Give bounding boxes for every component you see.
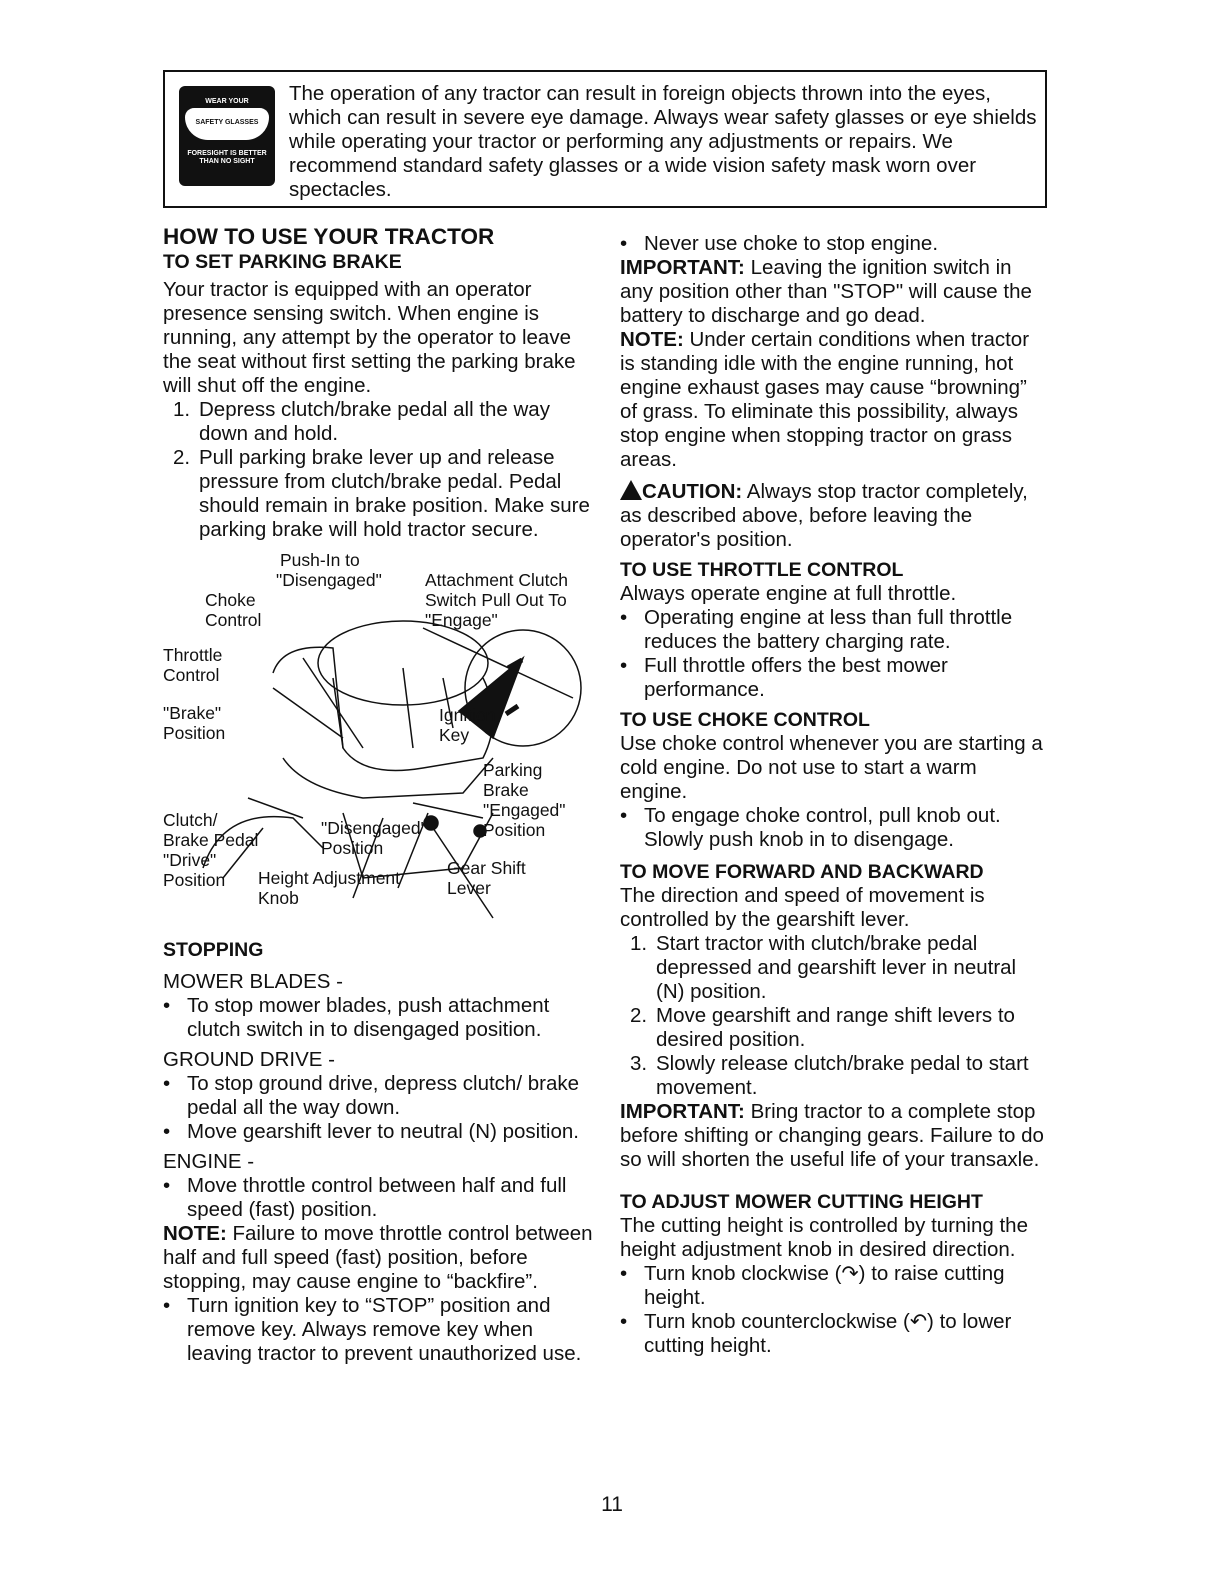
label-throttle-2: Control xyxy=(163,665,220,685)
label-disengaged: "Disengaged" xyxy=(321,818,427,838)
label-engage: "Engage" xyxy=(425,610,498,630)
important-gears: IMPORTANT: Bring tractor to a complete stop before shifting or changing gears. Failure to do so will shorten the useful life of your transaxle. xyxy=(620,1100,1044,1171)
list-item: • Turn knob clockwise (↷) to raise cutting height. xyxy=(620,1262,1005,1309)
list-item: • Operating engine at less than full throttle reduces the battery charging rate. xyxy=(620,606,1013,653)
label-attachment-clutch: Attachment Clutch xyxy=(425,570,568,590)
label-brake-2: Position xyxy=(163,723,226,743)
label-throttle: Throttle xyxy=(163,645,223,665)
label-choke-2: Control xyxy=(205,610,262,630)
list-item: • Turn ignition key to “STOP” position and remove key. Always remove key when leaving tractor to prevent unauthorized use. xyxy=(163,1294,582,1365)
safety-glasses-icon xyxy=(179,86,275,186)
label-parking-4: Position xyxy=(483,820,546,840)
right-column xyxy=(620,232,1048,1358)
throttle-heading: TO USE THROTTLE CONTROL xyxy=(620,559,904,581)
warning-text: The operation of any tractor can result in foreign objects thrown into the eyes, which can result in severe eye damage. Always wear safety glasses or eye shields while operating your tractor or performing any adjustments or repairs. We recommend standard safety glasses or a wide vision safety mask worn over spectacles. xyxy=(289,82,1037,201)
list-item: • Move gearshift lever to neutral (N) position. xyxy=(163,1120,579,1143)
label-choke: Choke xyxy=(205,590,256,610)
label-disengaged-top: "Disengaged" xyxy=(276,570,382,590)
mower-blades-label: MOWER BLADES - xyxy=(163,970,343,993)
safety-warning-box xyxy=(163,70,1047,208)
stopping-note: NOTE: Failure to move throttle control between half and full speed (fast) position, before stopping, may cause engine to “backfire”. xyxy=(163,1222,593,1293)
list-item: • Never use choke to stop engine. xyxy=(620,232,939,255)
parking-brake-heading: TO SET PARKING BRAKE xyxy=(163,251,402,273)
list-item: • Full throttle offers the best mower performance. xyxy=(620,654,948,701)
label-parking-3: "Engaged" xyxy=(483,800,566,820)
move-intro: The direction and speed of movement is controlled by the gearshift lever. xyxy=(620,884,985,931)
important-ignition: IMPORTANT: Leaving the ignition switch in any position other than "STOP" will cause the battery to discharge and go dead. xyxy=(620,256,1032,327)
parking-steps xyxy=(163,398,595,542)
note-browning: NOTE: Under certain conditions when tractor is standing idle with the engine running, hot engine exhaust gases may cause “browning” of grass. To eliminate this possibility, always stop engine when stopping tractor on grass areas. xyxy=(620,328,1030,471)
engine-label: ENGINE - xyxy=(163,1150,255,1173)
warning-triangle-icon xyxy=(620,480,642,500)
badge-glasses-text: SAFETY GLASSES xyxy=(185,108,269,140)
parking-intro: Your tractor is equipped with an operator presence sensing switch. When engine is running, any attempt by the operator to leave the seat without first setting the parking brake will shut off the engine. xyxy=(163,278,576,397)
label-brake: "Brake" xyxy=(163,703,222,723)
throttle-intro: Always operate engine at full throttle. xyxy=(620,582,957,605)
label-drive-2: Position xyxy=(163,870,226,890)
label-gear-shift: Gear Shift xyxy=(447,858,526,878)
badge-bottom-text: FORESIGHT IS BETTER THAN NO SIGHT xyxy=(187,150,267,165)
label-clutch: Clutch/ xyxy=(163,810,218,830)
label-height: Height Adjustment xyxy=(258,868,401,888)
list-item: • Turn knob counterclockwise (↶) to lower cutting height. xyxy=(620,1310,1012,1357)
list-item: 2. Move gearshift and range shift levers to desired position. xyxy=(630,1004,1015,1051)
label-parking-2: Brake xyxy=(483,780,529,800)
controls-diagram xyxy=(163,548,595,938)
label-push-in: Push-In to xyxy=(280,550,360,570)
badge-top-text: WEAR YOUR xyxy=(205,98,249,105)
page-number: 11 xyxy=(601,1493,623,1516)
label-gear-shift-2: Lever xyxy=(447,878,491,898)
choke-heading: TO USE CHOKE CONTROL xyxy=(620,709,870,731)
list-item: 2. Pull parking brake lever up and release pressure from clutch/brake pedal. Pedal should remain in brake position. Make sure parking brake will hold tractor secure. xyxy=(173,446,590,541)
stopping-heading: STOPPING xyxy=(163,939,264,961)
list-item: 3. Slowly release clutch/brake pedal to start movement. xyxy=(630,1052,1029,1099)
label-drive: "Drive" xyxy=(163,850,217,870)
list-item: • To engage choke control, pull knob out. Slowly push knob in to disengage. xyxy=(620,804,1001,851)
label-clutch-2: Brake Pedal xyxy=(163,830,259,850)
label-attachment-clutch-2: Switch Pull Out To xyxy=(425,590,567,610)
list-item: 1. Start tractor with clutch/brake pedal depressed and gearshift lever in neutral (N) position. xyxy=(630,932,1017,1003)
caution-text: CAUTION: Always stop tractor completely, as described above, before leaving the operator's position. xyxy=(620,480,1028,551)
height-heading: TO ADJUST MOWER CUTTING HEIGHT xyxy=(620,1191,983,1213)
clockwise-arrow-icon: ↷ xyxy=(841,1262,859,1285)
label-ignition-2: Key xyxy=(439,725,470,745)
list-item: • To stop ground drive, depress clutch/ brake pedal all the way down. xyxy=(163,1072,579,1119)
move-heading: TO MOVE FORWARD AND BACKWARD xyxy=(620,861,984,883)
label-parking: Parking xyxy=(483,760,543,780)
choke-intro: Use choke control whenever you are starting a cold engine. Do not use to start a warm engine. xyxy=(620,732,1043,803)
list-item: • To stop mower blades, push attachment clutch switch in to disengaged position. xyxy=(163,994,550,1041)
list-item: 1. Depress clutch/brake pedal all the way down and hold. xyxy=(173,398,550,445)
height-intro: The cutting height is controlled by turning the height adjustment knob in desired direction. xyxy=(620,1214,1028,1261)
counterclockwise-arrow-icon: ↶ xyxy=(909,1310,928,1333)
label-height-2: Knob xyxy=(258,888,299,908)
ground-drive-label: GROUND DRIVE - xyxy=(163,1048,335,1071)
label-ignition: Ignition xyxy=(439,705,496,725)
left-column xyxy=(163,224,595,1366)
section-title: HOW TO USE YOUR TRACTOR xyxy=(163,224,495,249)
list-item: • Move throttle control between half and full speed (fast) position. xyxy=(163,1174,567,1221)
label-disengaged-2: Position xyxy=(321,838,384,858)
